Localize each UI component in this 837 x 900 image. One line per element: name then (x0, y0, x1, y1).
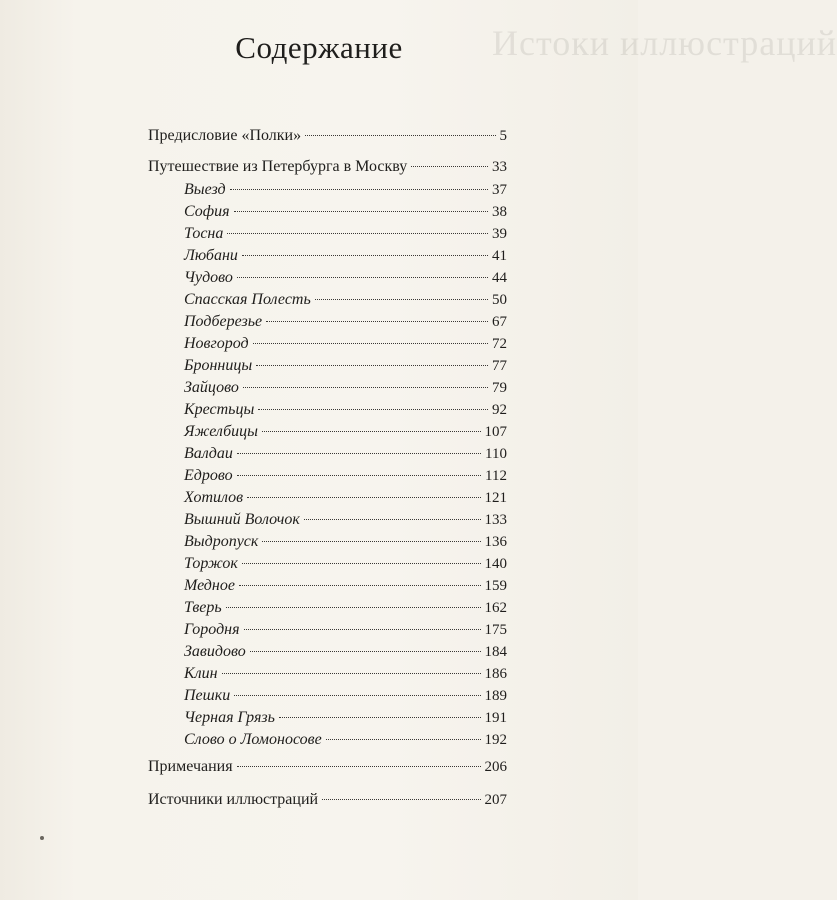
toc-entry-page-number: 72 (492, 336, 507, 352)
toc-subentry (184, 466, 507, 486)
toc-entry-page-number: 175 (484, 622, 507, 638)
dot-leader (262, 431, 481, 432)
toc-entry-label: Зайцово (184, 379, 239, 396)
dot-leader (315, 299, 488, 300)
toc-entry-label: Едрово (184, 467, 233, 484)
toc-subentry (184, 554, 507, 574)
toc-entry-page-number: 92 (492, 402, 507, 418)
toc-entry-label: София (184, 203, 230, 220)
toc-entry-label: Медное (184, 577, 235, 594)
toc-entry (148, 757, 507, 777)
toc-entry-page-number: 110 (485, 446, 507, 462)
toc-subentry (184, 598, 507, 618)
toc-entry-label: Тосна (184, 225, 224, 242)
toc-entry-label: Предисловие «Полки» (148, 127, 302, 144)
toc-entry-page-number: 107 (484, 424, 507, 440)
dot-leader (247, 497, 480, 498)
toc-entry-page-number: 136 (484, 534, 507, 550)
toc-subentry (184, 224, 507, 244)
toc-subentry (184, 378, 507, 398)
toc-entry-page-number: 159 (484, 578, 507, 594)
toc-subentry (184, 246, 507, 266)
toc-entry-page-number: 37 (492, 182, 507, 198)
toc-entry-label: Завидово (184, 643, 246, 660)
toc-subentry (184, 488, 507, 508)
dot-leader (250, 651, 481, 652)
toc-entry-label: Слово о Ломоносове (184, 731, 322, 748)
toc-subentry (184, 730, 507, 750)
toc-subentry (184, 642, 507, 662)
toc-entry-label: Выдропуск (184, 533, 259, 550)
toc-entry-page-number: 67 (492, 314, 507, 330)
dot-leader (239, 585, 481, 586)
toc-entry-label: Подберезье (184, 313, 263, 330)
toc-entry-page-number: 39 (492, 226, 507, 242)
toc-entry-page-number: 112 (485, 468, 507, 484)
page-title: Содержание (235, 30, 403, 65)
toc-entry-page-number: 50 (492, 292, 507, 308)
dot-leader (242, 563, 481, 564)
toc-entry-label: Вышний Волочок (184, 511, 300, 528)
toc-entry (148, 126, 507, 146)
toc-entry-label: Любани (184, 247, 238, 264)
toc-entry-page-number: 121 (484, 490, 507, 506)
toc-subentry (184, 180, 507, 200)
toc-subentry (184, 422, 507, 442)
toc-subentry (184, 444, 507, 464)
dot-leader (237, 277, 488, 278)
dot-leader (322, 799, 480, 800)
dot-leader (237, 766, 481, 767)
dot-leader (253, 343, 488, 344)
dot-leader (242, 255, 488, 256)
toc-entry-label: Источники иллюстраций (148, 791, 319, 808)
toc-subentry (184, 620, 507, 640)
dot-leader (262, 541, 480, 542)
toc-entry-label: Выезд (184, 181, 226, 198)
dot-leader (227, 233, 488, 234)
dot-leader (258, 409, 488, 410)
toc-subentry (184, 356, 507, 376)
toc-entry-page-number: 189 (484, 688, 507, 704)
toc-entry-label: Новгород (184, 335, 249, 352)
toc-entry-label: Яжелбицы (184, 423, 258, 440)
toc-entry-label: Валдаи (184, 445, 233, 462)
toc-entry-label: Клин (184, 665, 218, 682)
dot-leader (237, 453, 481, 454)
toc-entry-page-number: 162 (484, 600, 507, 616)
toc-entry-page-number: 133 (484, 512, 507, 528)
toc-entry-label: Хотилов (184, 489, 244, 506)
toc-subentry (184, 576, 507, 596)
toc-entry (148, 790, 507, 810)
toc-entry-page-number: 140 (484, 556, 507, 572)
toc-subentry (184, 400, 507, 420)
dot-leader (304, 519, 481, 520)
dot-leader (305, 135, 495, 136)
toc-entry-label: Чудово (184, 269, 233, 286)
dot-leader (326, 739, 481, 740)
toc-entry-page-number: 207 (484, 792, 507, 808)
toc-entry-label: Примечания (148, 758, 233, 775)
dot-leader (234, 211, 488, 212)
toc-entry-page-number: 5 (499, 128, 507, 144)
toc-subentry (184, 202, 507, 222)
toc-entry-label: Черная Грязь (184, 709, 275, 726)
toc-entry-page-number: 79 (492, 380, 507, 396)
toc-subentry (184, 664, 507, 684)
dot-leader (222, 673, 481, 674)
toc-entry-page-number: 186 (484, 666, 507, 682)
toc-subentry (184, 532, 507, 552)
toc-subentry (184, 686, 507, 706)
toc-entry-label: Городня (184, 621, 240, 638)
dot-leader (230, 189, 488, 190)
dot-leader (243, 387, 488, 388)
toc-entry-page-number: 206 (484, 759, 507, 775)
toc-entry-label: Бронницы (184, 357, 253, 374)
toc-subentry (184, 334, 507, 354)
dot-leader (237, 475, 481, 476)
toc-entry-page-number: 38 (492, 204, 507, 220)
bleed-through-text: Истоки иллюстраций (492, 23, 837, 63)
toc-entry-page-number: 192 (484, 732, 507, 748)
dot-leader (266, 321, 488, 322)
toc-subentry (184, 312, 507, 332)
toc-entry-label: Торжок (184, 555, 238, 572)
toc-subentry (184, 290, 507, 310)
toc-entry-label: Тверь (184, 599, 222, 616)
toc-entry-label: Пешки (184, 687, 231, 704)
dot-leader (279, 717, 481, 718)
dot-leader (234, 695, 480, 696)
dot-leader (226, 607, 481, 608)
toc-subentry (184, 708, 507, 728)
toc-entry-page-number: 41 (492, 248, 507, 264)
toc-entry-page-number: 44 (492, 270, 507, 286)
toc-entry-label: Путешествие из Петербурга в Москву (148, 158, 408, 175)
toc-subentry (184, 510, 507, 530)
toc-entry-page-number: 191 (484, 710, 507, 726)
paper-speck (40, 836, 44, 840)
toc-entry (148, 157, 507, 177)
toc-subentry (184, 268, 507, 288)
toc-entry-page-number: 77 (492, 358, 507, 374)
toc-entry-label: Крестьцы (184, 401, 255, 418)
toc-entry-page-number: 33 (492, 159, 507, 175)
toc-entry-label: Спасская Полесть (184, 291, 311, 308)
dot-leader (244, 629, 481, 630)
dot-leader (411, 166, 488, 167)
toc-entry-page-number: 184 (484, 644, 507, 660)
dot-leader (256, 365, 488, 366)
